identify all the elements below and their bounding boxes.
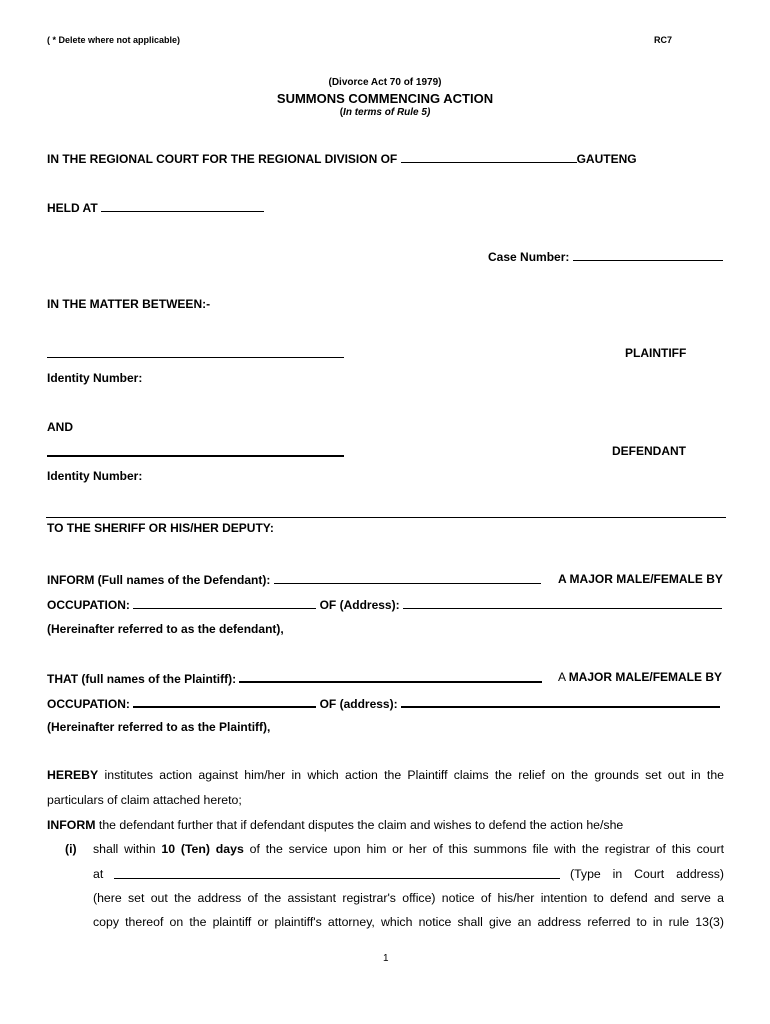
plaintiff-address-field[interactable]: [401, 695, 720, 708]
court-address-field: [114, 867, 560, 879]
occupation-address-line-1: OCCUPATION: OF (Address):: [47, 597, 722, 613]
hereinafter-defendant: (Hereinafter referred to as the defendant),: [47, 622, 284, 636]
occupation-address-line-2: OCCUPATION: OF (address):: [47, 695, 720, 712]
delete-note: ( * Delete where not applicable): [47, 35, 181, 45]
plaintiff-name-line[interactable]: [47, 346, 344, 362]
matter-between: IN THE MATTER BETWEEN:-: [47, 297, 211, 311]
hereby-paragraph: HEREBY institutes action against him/her in which action the Plaintiff claims the relief on the grounds set out in the: [47, 768, 725, 782]
that-plaintiff-line: THAT (full names of the Plaintiff):: [47, 670, 542, 687]
case-number-line: Case Number:: [488, 249, 723, 265]
plaintiff-identity-label: Identity Number:: [47, 371, 143, 385]
sheriff-heading: TO THE SHERIFF OR HIS/HER DEPUTY:: [47, 521, 274, 535]
inform-paragraph: INFORM the defendant further that if defendant disputes the claim and wishes to defend the action he/she: [47, 818, 624, 832]
division-name: GAUTENG: [576, 152, 637, 166]
court-address-line[interactable]: [114, 867, 560, 883]
case-number-field[interactable]: [573, 249, 723, 261]
hereinafter-plaintiff: (Hereinafter referred to as the Plaintiff),: [47, 720, 271, 734]
item-i-line-1: shall within 10 (Ten) days of the service upon him or her of this summons file with the registrar of this court: [93, 842, 724, 856]
defendant-identity-label: Identity Number:: [47, 469, 143, 483]
held-at-field[interactable]: [101, 200, 264, 212]
document-title: SUMMONS COMMENCING ACTION: [276, 91, 494, 106]
inform-defendant-line: INFORM (Full names of the Defendant):: [47, 572, 541, 588]
defendant-label: DEFENDANT: [612, 444, 686, 458]
plaintiff-label: PLAINTIFF: [625, 346, 687, 360]
item-i-label: (i): [65, 842, 77, 856]
plaintiff-name-field: [47, 346, 344, 358]
division-field[interactable]: [401, 151, 577, 163]
act-reference: (Divorce Act 70 of 1979): [328, 77, 442, 88]
defendant-name-line[interactable]: [47, 444, 344, 461]
defendant-full-names-field[interactable]: [274, 572, 541, 584]
item-i-line-3: (here set out the address of the assistant registrar's office) notice of his/her intention to defend and serve a: [93, 891, 724, 905]
section-divider: [46, 517, 726, 518]
defendant-address-field[interactable]: [403, 597, 722, 609]
plaintiff-occupation-field[interactable]: [133, 695, 316, 708]
court-line: IN THE REGIONAL COURT FOR THE REGIONAL DIVISION OF GAUTENG: [47, 152, 637, 166]
and-label: AND: [47, 420, 73, 434]
type-court-address: (Type in Court address): [570, 867, 724, 881]
item-i-line-4: copy thereof on the plaintiff or plaintiff's attorney, which notice shall give an address referred to in rule 13(3): [93, 915, 724, 929]
held-at-line: HELD AT: [47, 200, 264, 216]
rule-reference: (In terms of Rule 5): [339, 107, 431, 118]
at-label: at: [93, 867, 104, 881]
defendant-occupation-field[interactable]: [133, 597, 316, 609]
page-number: 1: [383, 953, 389, 964]
defendant-name-field: [47, 444, 344, 457]
form-code: RC7: [654, 35, 673, 45]
hereby-continuation: particulars of claim attached hereto;: [47, 793, 242, 807]
major-label-1: A MAJOR MALE/FEMALE BY: [558, 572, 723, 586]
plaintiff-full-names-field[interactable]: [239, 670, 542, 683]
major-label-2: A MAJOR MALE/FEMALE BY: [558, 670, 723, 684]
